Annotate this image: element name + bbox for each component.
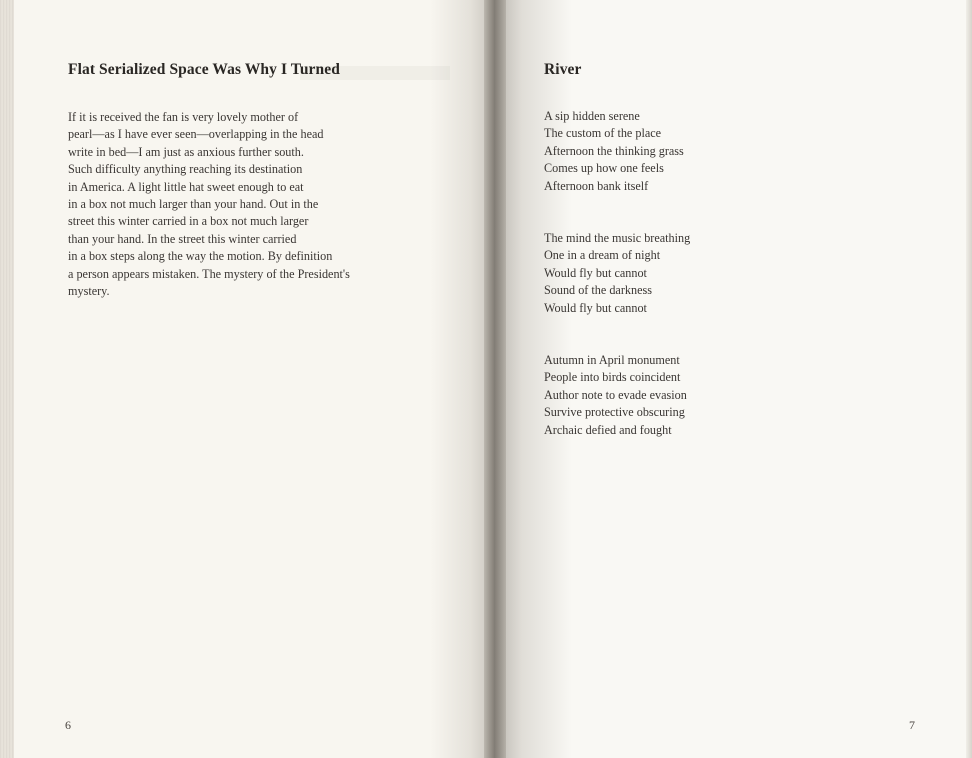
- right-page-number: 7: [909, 718, 915, 732]
- body-line: If it is received the fan is very lovely mother of: [68, 110, 299, 124]
- body-line: in a box not much larger than your hand. Out in the: [68, 197, 319, 212]
- page-edge-right: [966, 0, 972, 758]
- body-line: Such difficulty anything reaching its destination: [68, 162, 303, 177]
- poem-line: Would fly but cannot: [544, 265, 647, 280]
- poem-line: Autumn in April monument: [544, 353, 680, 367]
- poem-line: People into birds coincident: [544, 370, 681, 385]
- poem-line: Afternoon the thinking grass: [544, 143, 684, 158]
- book-gutter: [484, 0, 506, 758]
- poem-stanza: [544, 352, 687, 439]
- poem-stanza: [544, 108, 684, 195]
- body-line: than your hand. In the street this winter carried: [68, 231, 297, 246]
- left-page-number: 6: [65, 718, 71, 732]
- poem-line: Author note to evade evasion: [544, 387, 687, 402]
- body-line: mystery.: [68, 284, 110, 299]
- right-page-title: River: [544, 61, 582, 78]
- poem-line: The mind the music breathing: [544, 231, 691, 245]
- right-page: [494, 0, 972, 758]
- poem-line: A sip hidden serene: [544, 109, 640, 123]
- poem-line: Would fly but cannot: [544, 300, 647, 315]
- poem-stanza: [544, 230, 690, 317]
- poem-line: Survive protective obscuring: [544, 405, 685, 420]
- poem-line: Archaic defied and fought: [544, 422, 672, 437]
- left-page-body: [68, 109, 378, 300]
- body-line: a person appears mistaken. The mystery of the President's: [68, 266, 350, 281]
- poem-line: Comes up how one feels: [544, 161, 664, 176]
- body-line: pearl—as I have ever seen—overlapping in the head: [68, 127, 324, 142]
- body-line: in America. A light little hat sweet enough to eat: [68, 179, 304, 194]
- page-edges: [0, 0, 14, 758]
- poem-line: The custom of the place: [544, 126, 662, 141]
- left-page-title: Flat Serialized Space Was Why I Turned: [68, 61, 340, 78]
- body-line: write in bed—I am just as anxious further south.: [68, 144, 304, 159]
- body-line: street this winter carried in a box not much larger: [68, 214, 309, 229]
- poem-line: Sound of the darkness: [544, 283, 652, 298]
- poem-line: One in a dream of night: [544, 248, 661, 263]
- body-line: in a box steps along the way the motion. By definition: [68, 249, 333, 264]
- poem-line: Afternoon bank itself: [544, 178, 649, 193]
